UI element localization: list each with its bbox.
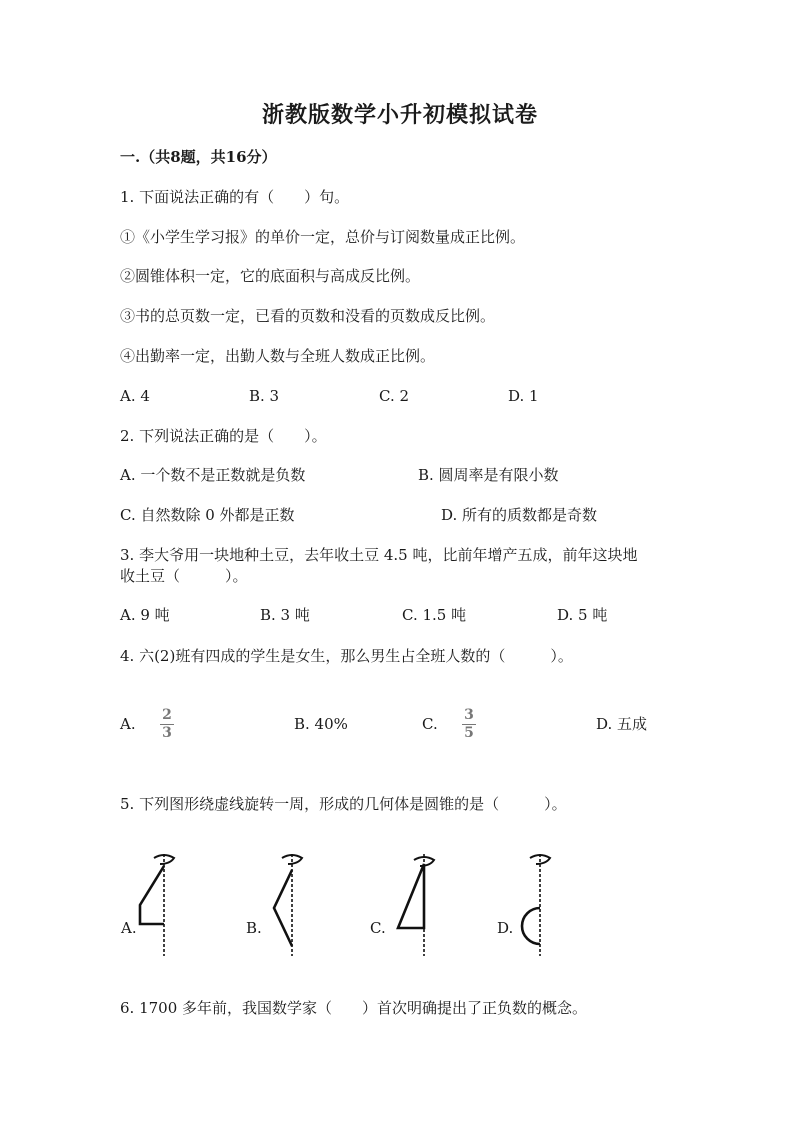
q5-figure-a xyxy=(130,850,190,960)
q5-figure-d xyxy=(518,850,578,960)
q5-figure-c xyxy=(392,850,452,960)
q2-option-a[interactable]: A. 一个数不是正数就是负数 xyxy=(120,466,306,484)
q4-stem: 4. 六(2)班有四成的学生是女生，那么男生占全班人数的（ ）。 xyxy=(120,647,573,665)
q5-figure-b xyxy=(268,850,328,960)
fraction-denominator: 3 xyxy=(162,725,172,741)
exam-title: 浙教版数学小升初模拟试卷 xyxy=(261,102,538,128)
q3-stem-line-1: 3. 李大爷用一块地种土豆，去年收土豆 4.5 吨，比前年增产五成，前年这块地 xyxy=(120,546,638,564)
q5-label-d[interactable]: D. xyxy=(497,919,514,937)
q4-option-a-label[interactable]: A. xyxy=(120,715,136,733)
q3-option-b[interactable]: B. 3 吨 xyxy=(260,606,310,624)
q5-stem: 5. 下列图形绕虚线旋转一周，形成的几何体是圆锥的是（ ）。 xyxy=(120,795,567,813)
q4-fraction-a xyxy=(160,708,174,741)
q3-option-a[interactable]: A. 9 吨 xyxy=(120,606,170,624)
q2-option-c[interactable]: C. 自然数除 0 外都是正数 xyxy=(120,506,295,524)
q4-option-b[interactable]: B. 40% xyxy=(294,715,348,733)
q4-option-c-label[interactable]: C. xyxy=(422,715,438,733)
q5-label-c[interactable]: C. xyxy=(370,919,386,937)
q1-statement-3: ③书的总页数一定，已看的页数和没看的页数成反比例。 xyxy=(120,307,496,325)
q1-option-c[interactable]: C. 2 xyxy=(379,387,410,405)
fraction-numerator: 2 xyxy=(162,707,172,723)
q3-stem-line-2: 收土豆（ ）。 xyxy=(120,567,248,585)
q2-option-d[interactable]: D. 所有的质数都是奇数 xyxy=(441,506,598,524)
q3-option-c[interactable]: C. 1.5 吨 xyxy=(402,606,467,624)
q1-option-a[interactable]: A. 4 xyxy=(120,387,150,405)
q5-label-a[interactable]: A. xyxy=(121,919,137,937)
q3-option-d[interactable]: D. 5 吨 xyxy=(557,606,608,624)
fraction-denominator: 5 xyxy=(464,725,474,741)
q1-option-d[interactable]: D. 1 xyxy=(508,387,539,405)
q4-fraction-c xyxy=(462,708,476,741)
q1-option-b[interactable]: B. 3 xyxy=(249,387,280,405)
q1-statement-2: ②圆锥体积一定，它的底面积与高成反比例。 xyxy=(120,267,421,285)
q2-stem: 2. 下列说法正确的是（ ）。 xyxy=(120,427,327,445)
q4-option-d[interactable]: D. 五成 xyxy=(596,715,648,733)
q2-option-b[interactable]: B. 圆周率是有限小数 xyxy=(418,466,559,484)
q1-statement-4: ④出勤率一定，出勤人数与全班人数成正比例。 xyxy=(120,347,436,365)
q1-stem: 1. 下面说法正确的有（ ）句。 xyxy=(120,188,350,206)
section-header: 一.（共8题，共16分） xyxy=(120,148,277,166)
q6-stem: 6. 1700 多年前，我国数学家（ ）首次明确提出了正负数的概念。 xyxy=(120,999,588,1017)
q1-statement-1: ①《小学生学习报》的单价一定，总价与订阅数量成正比例。 xyxy=(120,228,526,246)
fraction-numerator: 3 xyxy=(464,707,474,723)
q5-label-b[interactable]: B. xyxy=(246,919,262,937)
